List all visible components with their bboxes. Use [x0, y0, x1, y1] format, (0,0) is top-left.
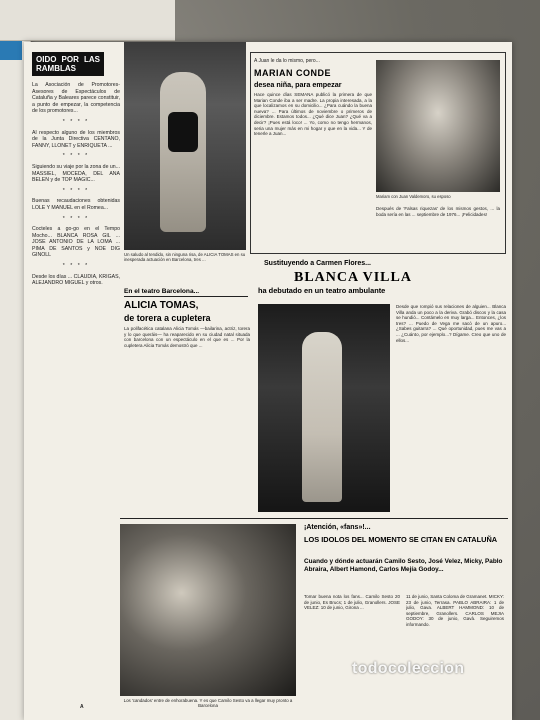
- marian-side-text: Después de 'Falsas riquezas' de los mismos gestos, ... la boda sería en las ... septiembre de 1976... ¡Felicidades!: [376, 206, 500, 217]
- marian-photo-caption: Mariam con Juan Valdemoro, su esposo: [376, 194, 451, 199]
- divider: [120, 518, 508, 519]
- camilo-photo: [120, 524, 296, 696]
- magazine-page: [24, 42, 512, 720]
- separator: * * * *: [62, 153, 90, 160]
- divider: [124, 296, 248, 297]
- separator: * * * *: [62, 263, 90, 270]
- dancer-figure: [160, 72, 206, 232]
- marian-body: Hace quince días SEMANA publicó la primera de que Marian Conde iba a ser madre. La propia interesada, a la que localizamos en su domicilio... ¿Para cuándo la buena nueva? ... Para últimos de noviembre o primeros de diciembre. Estamos todos... ¿Qué dice Juan? ¿Qué va a decir? ¡Pues está loco! ... Yo, como no tengo hermanos, seria una mujer más en mi hogar y que en la vida... Y de tenerle a Juan...: [254, 92, 372, 137]
- blanca-subtitle: ha debutado en un teatro ambulante: [258, 286, 386, 295]
- dancer-photo: [124, 42, 246, 250]
- alicia-kicker: En el teatro Barcelona...: [124, 288, 200, 295]
- dancer-caption: Un saludo al tendido, sin ninguna risa, de ALICIA TOMAS en su inesperada actuación en Barcelona, tres ...: [124, 252, 246, 262]
- idolos-column-1: Tomar buena nota los fans... Camilo Sesto 20 de junio, Es Brucs; 1 de julio, Granollers. JOSE VELEZ: 10 de junio, Girona ...: [304, 594, 400, 611]
- blanca-kicker: Sustituyendo a Carmen Flores...: [264, 260, 371, 267]
- marian-kicker: A Juan le da lo mismo, pero...: [254, 58, 320, 64]
- idolos-kicker: ¡Atención, «fans»!...: [304, 524, 371, 531]
- idolos-column-2: 11 de junio, Santa Coloma de Gramanet. MICKY: 23 de junio, Terrasa. PABLO ABRAIRA: 1 de julio, Gava. ALBERT HAMMOND: 10 de septiembre, Granollers. CARLOS MEJIA GODOY: 30 de junio, Gavà. Seguiremos informando.: [406, 594, 504, 627]
- marian-photo: [376, 60, 500, 192]
- blanca-body: Desde que rompió sus relaciones de alguien... Blanca Villa anda un poco a la deriva. Grabó discos y la casa se hundió... Contámelo en muy larga... Entonces, ¿los tres? ... Puedo de Vega me sacó de un apuro... ¿Sabes guitarra? ... Qué oportunidad, pues me vas a ... ¿Cuánto, por ejemplo...? Dígame. Creo que uno de ellos...: [396, 304, 506, 343]
- alicia-title: ALICIA TOMAS,: [124, 300, 199, 311]
- column-paragraph: Cocteles a go-go en el Tempo Mocho... BLANCA ROSA GIL ... JOSE ANTONIO DE LA LOMA ... PIMA DE SANTOS y NOE DIG GINOLL: [32, 226, 120, 259]
- column-paragraph: Buenas recaudaciones obtenidas LOLE Y MANUEL en el Romea...: [32, 198, 120, 211]
- oido-por-las-ramblas-header: OIDO POR LAS RAMBLAS: [32, 52, 104, 76]
- blanca-title: BLANCA VILLA: [294, 270, 412, 285]
- idolos-title: LOS IDOLOS DEL MOMENTO SE CITAN EN CATALUÑA: [304, 535, 498, 544]
- separator: * * * *: [62, 187, 90, 194]
- marian-subtitle: desea niña, para empezar: [254, 80, 342, 89]
- alicia-subtitle: de torera a cupletera: [124, 313, 211, 323]
- column-paragraph: Desde los días ... CLAUDIA, KRIGAS, ALEJANDRO MIGUEL y otros.: [32, 273, 120, 287]
- camilo-caption: Los 'candados' entre de enhorabuena. Y es que Camilo Sesto va a llegar muy pronto a Barcelona: [123, 698, 293, 708]
- alicia-body: La polifacética catalana Alicia Tomás —bailarina, actriz, torera y lo que queráis— ha reaparecido en su ciudad natal situada con barcelona con un espectáculo en el que es ... Por la cupletera Alicia Tomás demostró que ...: [124, 326, 250, 348]
- page-marker: A: [80, 704, 84, 710]
- column-paragraph: Al respecto alguno de los miembros de la Junta Directiva CENTANO, FANNY, LLONET y ENRIQUETA ...: [32, 129, 120, 149]
- column-paragraph: Siguiendo su viaje por la zona de un... MASSIEL, MOCEDA, DEL ANA BELEN y de TOP MAGIC...: [32, 163, 120, 184]
- idolos-lead: Cuando y dónde actuarán Camilo Sesto, José Velez, Micky, Pablo Abraira, Albert Hamond, Carlos Mejía Godoy...: [304, 558, 503, 573]
- separator: * * * *: [62, 215, 90, 222]
- dancer-costume: [168, 112, 198, 152]
- marian-title: MARIAN CONDE: [254, 68, 331, 78]
- separator: * * * *: [62, 118, 90, 125]
- left-gossip-column: [32, 52, 120, 712]
- blanca-photo: [258, 304, 390, 512]
- blanca-figure: [302, 332, 342, 502]
- todocoleccion-watermark: todocoleccion: [352, 660, 465, 677]
- column-paragraph: La Asociación de Promotores-Asesores de Espectáculos de Cataluña y Baleares parece constituir, a punto de empezar, la competencia de los promotores...: [32, 82, 120, 115]
- top-sheet: [0, 0, 175, 41]
